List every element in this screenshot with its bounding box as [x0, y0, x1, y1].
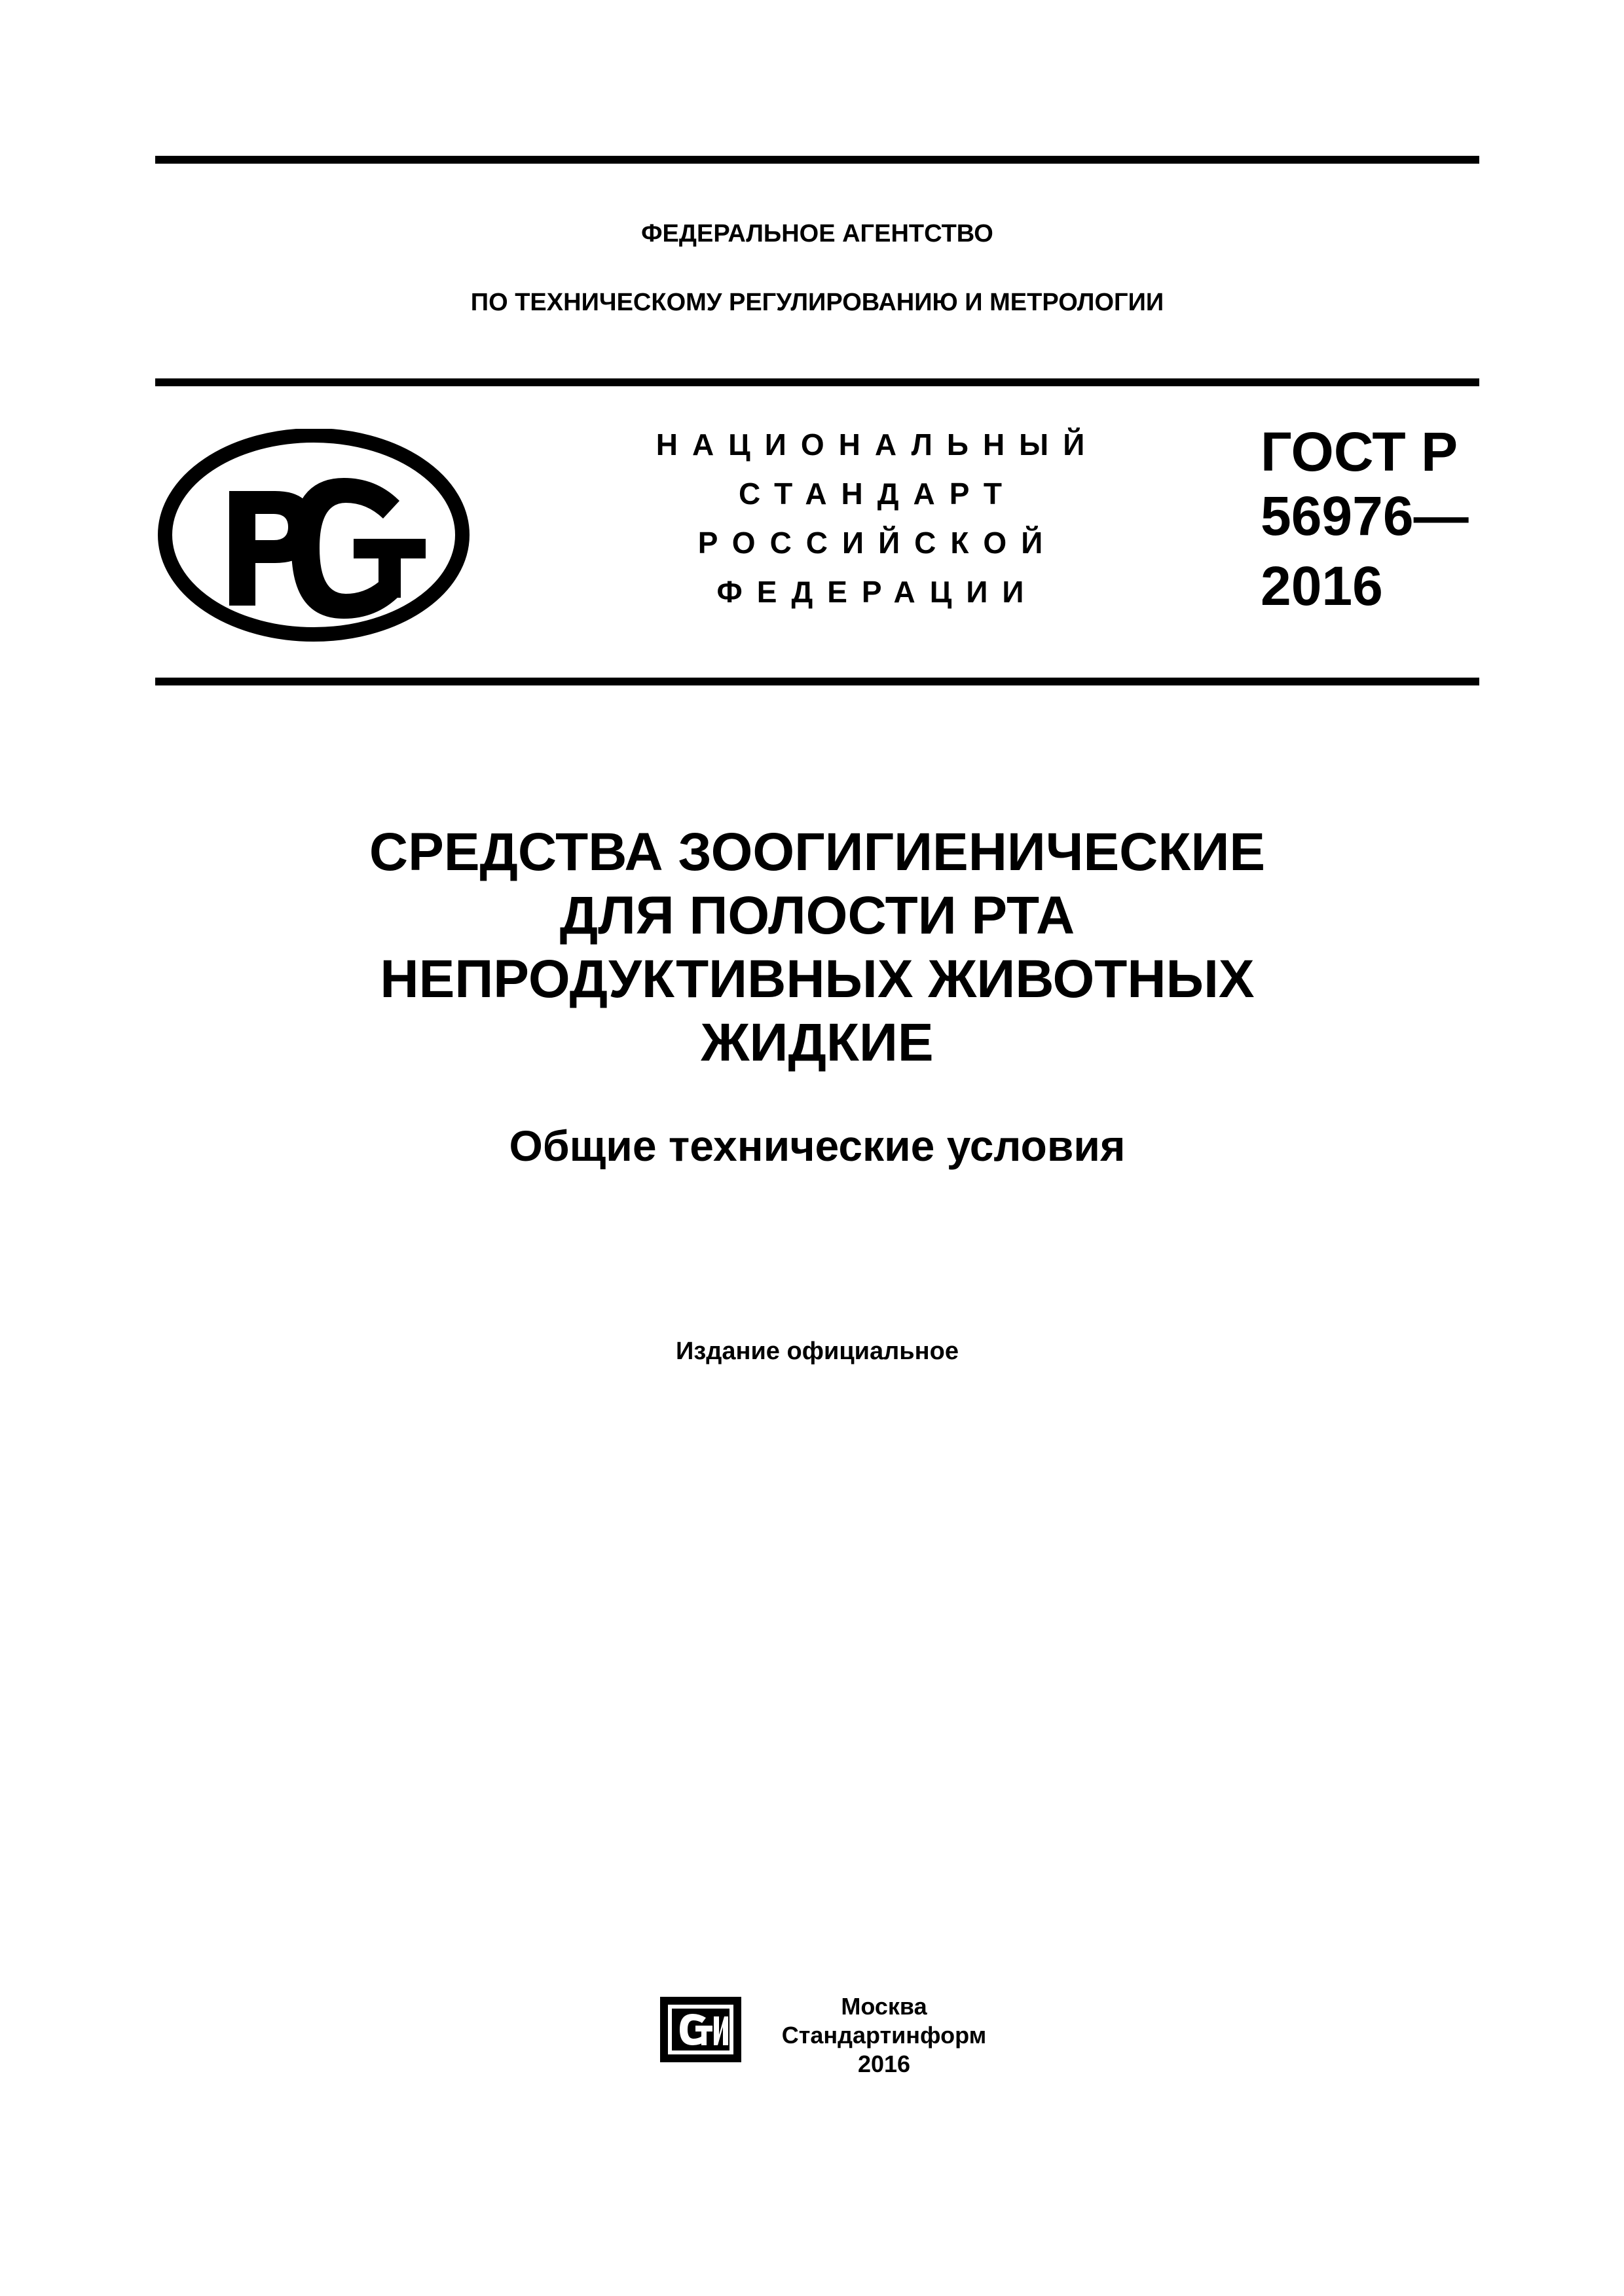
publisher-name: Стандартинформ [781, 2022, 987, 2049]
subtitle: Общие технические условия [509, 1121, 1126, 1170]
title-line-4: ЖИДКИЕ [701, 1013, 934, 1072]
agency-line-2: ПО ТЕХНИЧЕСКОМУ РЕГУЛИРОВАНИЮ И МЕТРОЛОГИИ [470, 289, 1164, 316]
standard-line-3: РОССИЙСКОЙ [697, 526, 1058, 560]
top-rule [155, 156, 1479, 164]
standartinform-logo-icon [655, 1990, 747, 2069]
title-line-3: НЕПРОДУКТИВНЫХ ЖИВОТНЫХ [380, 949, 1255, 1009]
gost-year: 2016 [1261, 555, 1383, 617]
agency-line-1: ФЕДЕРАЛЬНОЕ АГЕНТСТВО [641, 220, 993, 247]
standard-line-4: ФЕДЕРАЦИИ [716, 575, 1039, 609]
publisher-year: 2016 [857, 2050, 911, 2077]
header-rule [155, 378, 1479, 386]
gost-number: 56976— [1261, 485, 1469, 547]
publisher-city: Москва [841, 1993, 927, 2020]
edition-note: Издание официальное [676, 1338, 959, 1365]
title-rule [155, 678, 1479, 685]
title-line-2: ДЛЯ ПОЛОСТИ РТА [559, 886, 1075, 945]
rst-logo-icon [157, 429, 470, 642]
standard-line-2: СТАНДАРТ [739, 477, 1016, 511]
title-line-1: СРЕДСТВА ЗООГИГИЕНИЧЕСКИЕ [369, 822, 1266, 882]
gost-designation: ГОСТ Р [1261, 421, 1458, 483]
standard-line-1: НАЦИОНАЛЬНЫЙ [655, 428, 1099, 462]
